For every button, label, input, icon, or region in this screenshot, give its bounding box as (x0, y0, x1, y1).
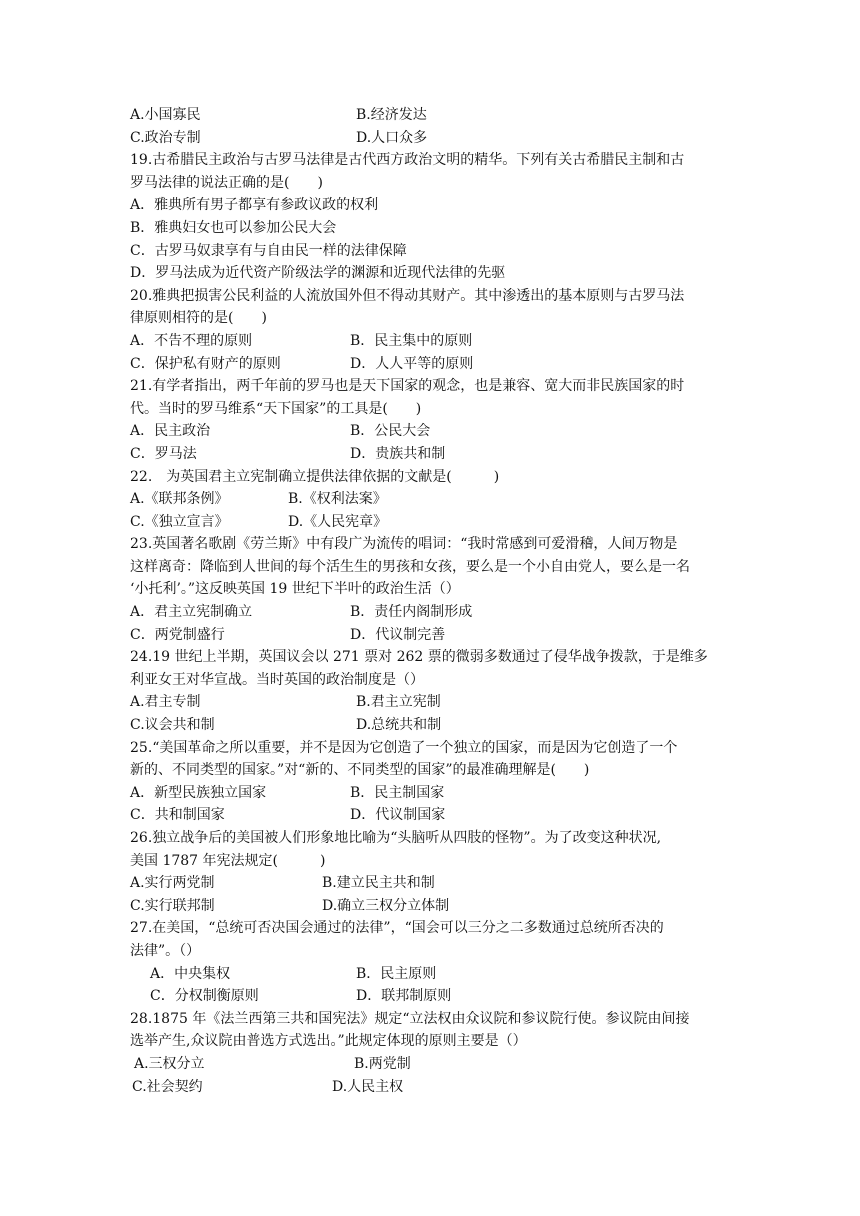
q20-option-a[interactable]: A．不告不理的原则 (130, 332, 253, 349)
q21-options-row-2 (130, 443, 730, 466)
q26-stem-line-1: 26.独立战争后的美国被人们形象地比喻为“头脑听从四肢的怪物”。为了改变这种状况, (130, 830, 662, 846)
q25-option-c[interactable]: C．共和制国家 (130, 807, 225, 824)
q19-option-c[interactable]: C．古罗马奴隶享有与自由民一样的法律保障 (130, 242, 407, 259)
q25-option-d[interactable]: D．代议制国家 (350, 807, 446, 824)
q22-options-row-2 (130, 511, 730, 534)
q24-option-a[interactable]: A.君主专制 (130, 694, 201, 711)
q27-stem-line-2: 法律”。（） (130, 942, 201, 959)
q21-stem-line-2: 代。当时的罗马维系“天下国家”的工具是( ) (130, 400, 422, 417)
q23-stem-line-3: ‘小托利’。”这反映英国 19 世纪下半叶的政治生活（） (130, 581, 460, 598)
q27-option-c[interactable]: C．分权制衡原则 (150, 988, 259, 1005)
q19-option-d[interactable]: D．罗马法成为近代资产阶级法学的渊源和近现代法律的先驱 (130, 265, 506, 282)
q25-option-b[interactable]: B．民主制国家 (350, 784, 445, 801)
q23-option-c[interactable]: C．两党制盛行 (130, 626, 225, 643)
q20-option-c[interactable]: C．保护私有财产的原则 (130, 355, 281, 372)
q23-options-row-1 (130, 601, 730, 624)
q18-option-a[interactable]: A.小国寡民 (130, 107, 201, 123)
q20-option-b[interactable]: B．民主集中的原则 (350, 332, 473, 349)
q24-option-b[interactable]: B.君主立宪制 (356, 694, 441, 711)
q20-stem-line-1: 20.雅典把损害公民利益的人流放国外但不得动其财产。其中渗透出的基本原则与古罗马法 (130, 287, 685, 304)
q27-options-row-1 (130, 963, 730, 986)
q26-option-b[interactable]: B.建立民主共和制 (322, 875, 435, 892)
q26-option-a[interactable]: A.实行两党制 (130, 875, 215, 892)
q24-option-c[interactable]: C.议会共和制 (130, 717, 215, 734)
q23-stem-line-1: 23.英国著名歌剧《劳兰斯》中有段广为流传的唱词：“我时常感到可爱滑稽，人间万物是 (130, 536, 678, 553)
q28-stem-line-2: 选举产生,众议院由普选方式选出。”此规定体现的原则主要是（） (130, 1033, 527, 1050)
q26-option-c[interactable]: C.实行联邦制 (130, 897, 215, 914)
q26-option-d[interactable]: D.确立三权分立体制 (322, 897, 450, 914)
q24-stem-line-1: 24.19 世纪上半期，英国议会以 271 票对 262 票的微弱多数通过了侵华战争拨款，于是维多 (130, 649, 708, 666)
q18-option-d[interactable]: D.人口众多 (356, 129, 428, 146)
q23-option-b[interactable]: B．责任内阁制形成 (350, 604, 473, 621)
q28-options-row-1 (130, 1053, 730, 1076)
q28-options-row-2 (130, 1076, 730, 1099)
q24-options-row-2 (130, 714, 730, 737)
q26-stem-line-2: 美国 1787 年宪法规定( ) (130, 852, 326, 869)
q23-stem-line-2: 这样离奇：降临到人世间的每个活生生的男孩和女孩，要么是一个小自由党人，要么是一名 (130, 558, 690, 575)
q21-option-c[interactable]: C．罗马法 (130, 445, 197, 462)
q24-stem-line-2: 利亚女王对华宣战。当时英国的政治制度是（） (130, 671, 424, 688)
q23-option-d[interactable]: D．代议制完善 (350, 626, 446, 643)
q25-stem-line-1: 25.“美国革命之所以重要，并不是因为它创造了一个独立的国家，而是因为它创造了一个 (130, 739, 678, 756)
q22-option-d[interactable]: D.《人民宪章》 (288, 513, 388, 530)
q22-option-a[interactable]: A.《联邦条例》 (130, 491, 229, 508)
q22-stem-line-1: 22. 为英国君主立宪制确立提供法律依据的文献是( ) (130, 468, 500, 485)
q22-option-b[interactable]: B.《权利法案》 (288, 491, 387, 508)
q27-options-row-2 (130, 985, 730, 1008)
q24-options-row-1 (130, 691, 730, 714)
q18-option-c[interactable]: C.政治专制 (130, 129, 201, 146)
q20-options-row-1 (130, 330, 730, 353)
q26-options-row-1 (130, 872, 730, 895)
q18-option-b[interactable]: B.经济发达 (356, 107, 427, 123)
q28-option-d[interactable]: D.人民主权 (332, 1078, 404, 1095)
q25-option-a[interactable]: A．新型民族独立国家 (130, 784, 267, 801)
q19-option-b[interactable]: B．雅典妇女也可以参加公民大会 (130, 219, 337, 236)
question-list (130, 104, 730, 1098)
q18-options-row-2 (130, 127, 730, 150)
q21-option-d[interactable]: D．贵族共和制 (350, 445, 446, 462)
q21-option-b[interactable]: B．公民大会 (350, 423, 431, 440)
q28-stem-line-1: 28.1875 年《法兰西第三共和国宪法》规定“立法权由众议院和参议院行使。参议院由间接 (130, 1010, 690, 1027)
q25-stem-line-2: 新的、不同类型的国家。”对“新的、不同类型的国家”的最准确理解是( ) (130, 762, 590, 779)
q19-stem-line-2: 罗马法律的说法正确的是( ) (130, 174, 323, 191)
q28-option-a[interactable]: A.三权分立 (134, 1055, 205, 1072)
q25-options-row-1 (130, 782, 730, 805)
q23-option-a[interactable]: A．君主立宪制确立 (130, 604, 253, 621)
q27-option-a[interactable]: A．中央集权 (150, 965, 231, 982)
q22-option-c[interactable]: C.《独立宣言》 (130, 513, 229, 530)
q20-option-d[interactable]: D．人人平等的原则 (350, 355, 474, 372)
q28-option-c[interactable]: C.社会契约 (132, 1078, 203, 1095)
q25-options-row-2 (130, 804, 730, 827)
q21-options-row-1 (130, 420, 730, 443)
q28-option-b[interactable]: B.两党制 (354, 1055, 411, 1072)
q27-option-b[interactable]: B．民主原则 (356, 965, 437, 982)
q26-options-row-2 (130, 895, 730, 918)
q19-option-a[interactable]: A．雅典所有男子都享有参政议政的权利 (130, 197, 379, 214)
q18-options-row-1 (130, 104, 730, 127)
q24-option-d[interactable]: D.总统共和制 (356, 717, 442, 734)
q27-stem-line-1: 27.在美国，“总统可否决国会通过的法律”，“国会可以三分之二多数通过总统所否决的 (130, 920, 664, 937)
q20-stem-line-2: 律原则相符的是( ) (130, 310, 267, 327)
q21-stem-line-1: 21.有学者指出，两千年前的罗马也是天下国家的观念，也是兼容、宽大而非民族国家的时 (130, 378, 685, 395)
q20-options-row-2 (130, 353, 730, 376)
q19-stem-line-1: 19.古希腊民主政治与古罗马法律是古代西方政治文明的精华。下列有关古希腊民主制和古 (130, 152, 685, 169)
q23-options-row-2 (130, 624, 730, 647)
q21-option-a[interactable]: A．民主政治 (130, 423, 211, 440)
q27-option-d[interactable]: D．联邦制原则 (356, 988, 452, 1005)
q22-options-row-1 (130, 488, 730, 511)
